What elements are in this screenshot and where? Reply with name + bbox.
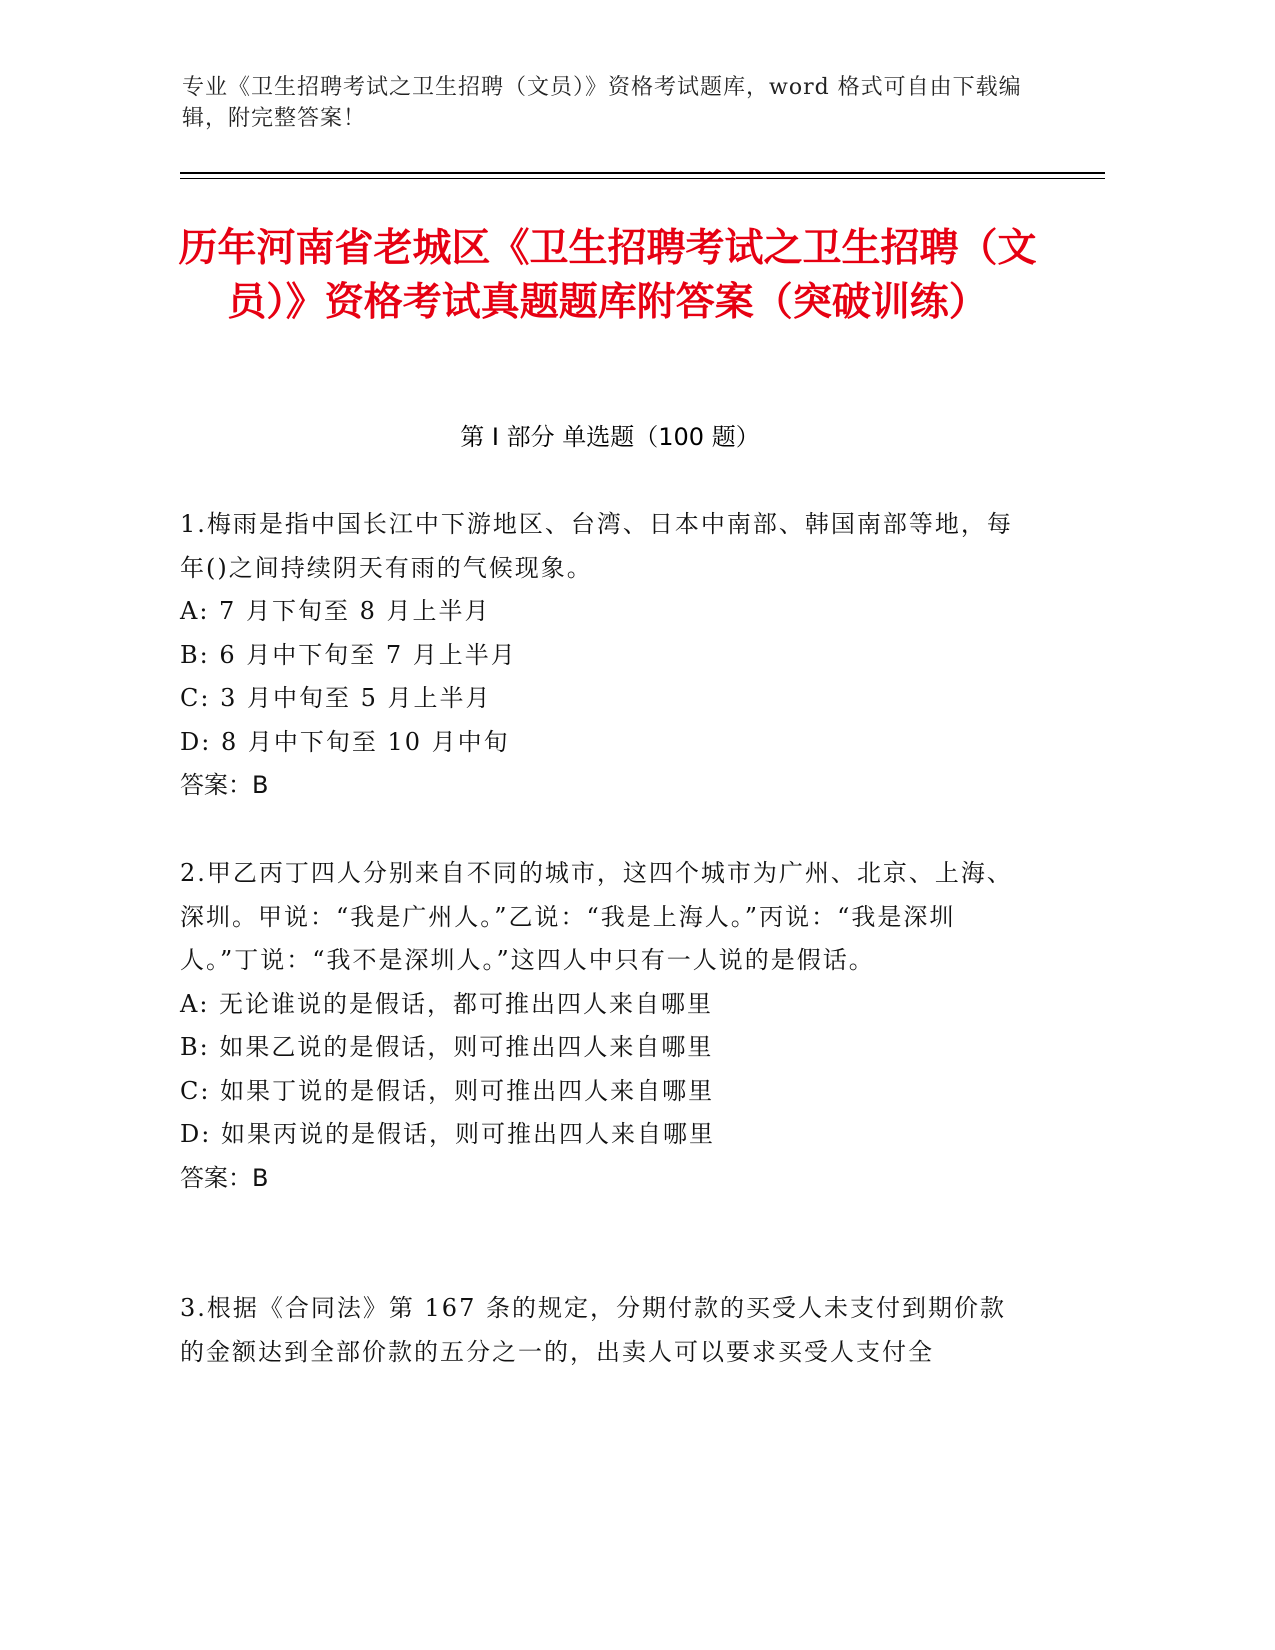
- question-stem: 2.甲乙丙丁四人分别来自不同的城市，这四个城市为广州、北京、上海、深圳。甲说：“我是广州人。”乙说：“我是上海人。”丙说：“我是深圳人。”丁说：“我不是深圳人。”这四人中只有一人说的是假话。: [180, 859, 1013, 974]
- header-note: 专业《卫生招聘考试之卫生招聘（文员）》资格考试题库，word 格式可自由下载编辑，附完整答案！: [182, 75, 1022, 131]
- option-c: C: 3 月中旬至 5 月上半月: [180, 684, 492, 712]
- answer: 答案：B: [180, 771, 269, 799]
- question-1: [180, 503, 1020, 808]
- header-rule-thick: [180, 172, 1105, 174]
- option-a: A: 无论谁说的是假话，都可推出四人来自哪里: [180, 989, 714, 1018]
- question-stem: 3.根据《合同法》第 167 条的规定，分期付款的买受人未支付到期价款的金额达到全部价款的五分之一的，出卖人可以要求买受人支付全: [180, 1294, 1006, 1366]
- answer: 答案：B: [180, 1163, 269, 1192]
- question-2: [180, 852, 1020, 1200]
- option-d: D: 如果丙说的是假话，则可推出四人来自哪里: [180, 1120, 715, 1148]
- question-3: [180, 1287, 1020, 1374]
- option-b: B: 如果乙说的是假话，则可推出四人来自哪里: [180, 1033, 714, 1061]
- option-c: C: 如果丁说的是假话，则可推出四人来自哪里: [180, 1076, 715, 1105]
- document-title: 历年河南省老城区《卫生招聘考试之卫生招聘（文员）》资格考试真题题库附答案（突破训练）: [178, 226, 1037, 325]
- option-b: B: 6 月中下旬至 7 月上半月: [180, 640, 517, 669]
- section-title: 第 I 部分 单选题（100 题）: [460, 423, 760, 451]
- option-d: D: 8 月中下旬至 10 月中旬: [180, 727, 510, 756]
- question-stem: 1.梅雨是指中国长江中下游地区、台湾、日本中南部、韩国南部等地，每年()之间持续阴天有雨的气候现象。: [180, 510, 1013, 582]
- option-a: A: 7 月下旬至 8 月上半月: [180, 597, 491, 625]
- header-rule-thin: [180, 178, 1105, 179]
